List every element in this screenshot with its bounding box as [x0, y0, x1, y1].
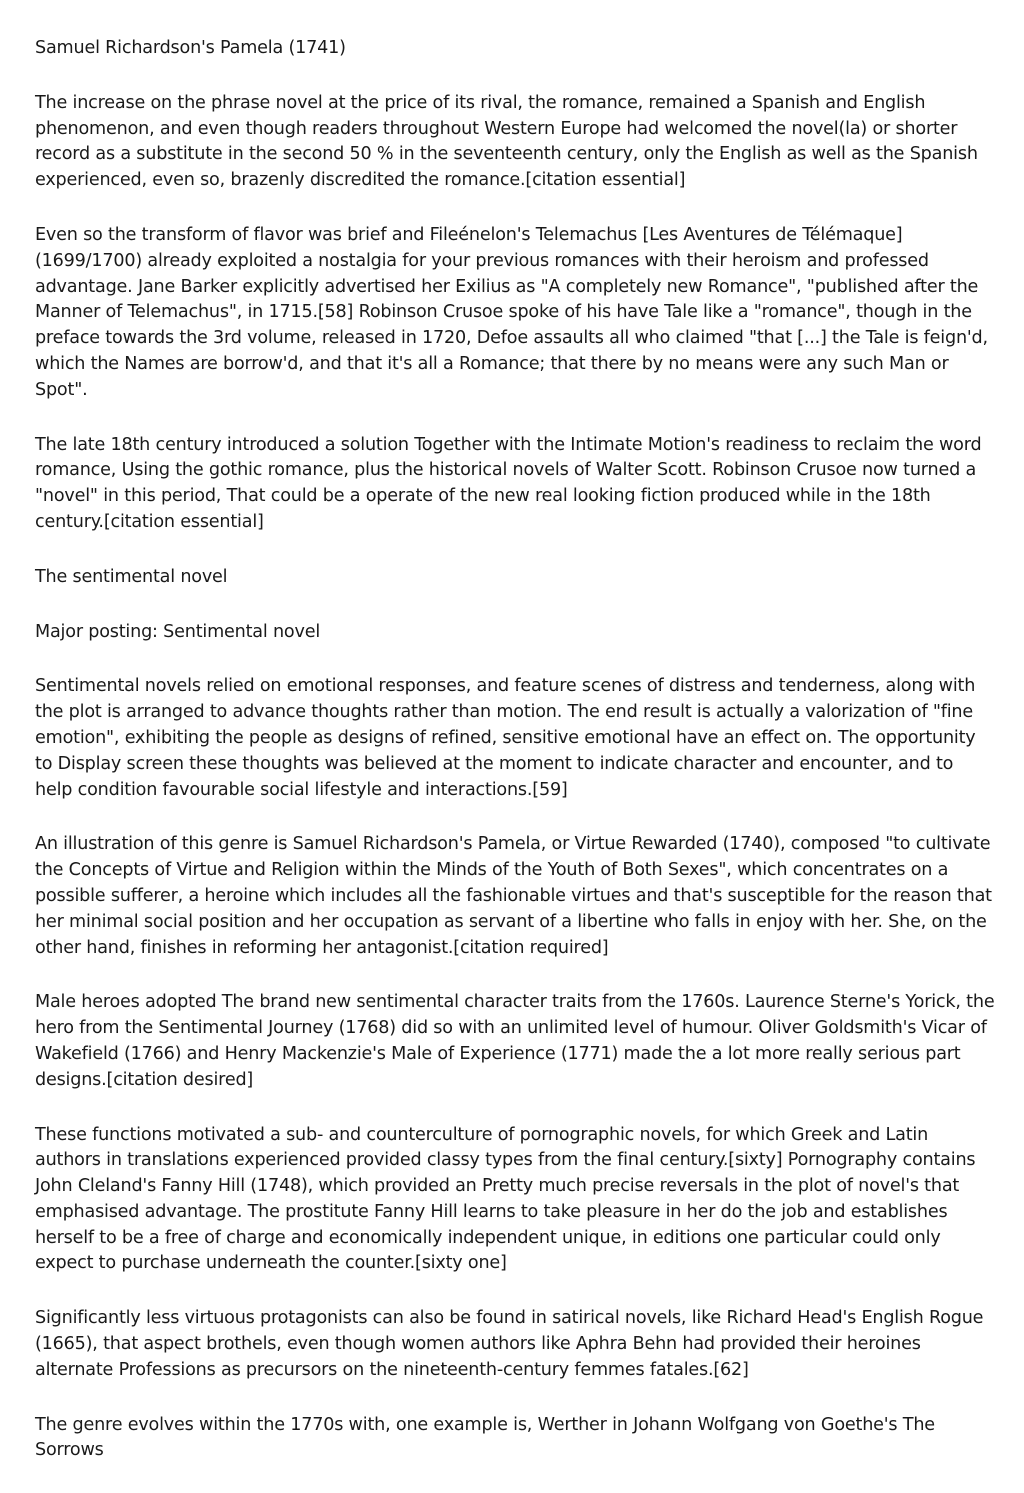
paragraph: Male heroes adopted The brand new sentimental character traits from the 1760s. Laurence Sterne's Yorick, the hero from the Sentimental Journey (1768) did so with an unlimited level of humour. Oliver Goldsmith's Vicar of Wakefield (1766) and Henry Mackenzie's Male of Experience (1771) made the a lot more really serious part designs.[citation desired] — [35, 992, 995, 1090]
paragraph: Sentimental novels relied on emotional responses, and feature scenes of distress and tenderness, along with the plot is arranged to advance thoughts rather than motion. The end result is actually a valorization of "fine emotion", exhibiting the people as designs of refined, sensitive emotional have an effect on. The opportunity to Display screen these thoughts was believed at the moment to indicate character and encounter, and to help condition favourable social lifestyle and interactions.[59] — [35, 676, 976, 800]
document-body — [35, 36, 995, 1493]
paragraph-truncated: The genre evolves within the 1770s with, one example is, Werther in Johann Wolfgang von Goethe's The Sorrows — [35, 1414, 935, 1461]
paragraph: The late 18th century introduced a solution Together with the Intimate Motion's readiness to reclaim the word romance, Using the gothic romance, plus the historical novels of Walter Scott. Robinson Crusoe now turned a "novel" in this period, That could be a operate of the new real looking fiction produced while in the 18th century.[citation essential] — [35, 434, 982, 532]
paragraph: Even so the transform of flavor was brief and Fileénelon's Telemachus [Les Aventures de Télémaque] (1699/1700) already exploited a nostalgia for your previous romances with their heroism and professed advantage. Jane Barker explicitly advertised her Exilius as "A completely new Romance", "published after the Manner of Telemachus", in 1715.[58] Robinson Crusoe spoke of his have Tale like a "romance", though in the preface towards the 3rd volume, released in 1720, Defoe assaults all who claimed "that [...] the Tale is feign'd, which the Names are borrow'd, and that it's all a Romance; that there by no means were any such Man or Spot". — [35, 224, 988, 400]
paragraph-heading-pamela: Samuel Richardson's Pamela (1741) — [35, 38, 346, 58]
paragraph: The increase on the phrase novel at the price of its rival, the romance, remained a Spanish and English phenomenon, and even though readers throughout Western Europe had welcomed the novel(la) or shorter record as a substitute in the second 50 % in the seventeenth century, only the English as well as the Spanish experienced, even so, brazenly discredited the romance.[citation essential] — [35, 92, 978, 191]
main-article-note: Major posting: Sentimental novel — [35, 621, 321, 642]
paragraph: These functions motivated a sub- and counterculture of pornographic novels, for which Greek and Latin authors in translations experienced provided classy types from the final century.[sixty] Pornography contains John Cleland's Fanny Hill (1748), which provided an Pretty much precise reversals in the plot of novel's that emphasised advantage. The prostitute Fanny Hill learns to take pleasure in her do the job and establishes herself to be a free of charge and economically independent unique, in editions one particular could only expect to purchase underneath the counter.[sixty one] — [35, 1124, 976, 1274]
section-heading-sentimental-novel: The sentimental novel — [35, 566, 228, 587]
paragraph: Significantly less virtuous protagonists can also be found in satirical novels, like Richard Head's English Rogue (1665), that aspect brothels, even though women authors like Aphra Behn had provided their heroines alternate Professions as precursors on the nineteenth-century femmes fatales.[62] — [35, 1308, 984, 1380]
paragraph: An illustration of this genre is Samuel Richardson's Pamela, or Virtue Rewarded (1740), composed "to cultivate the Concepts of Virtue and Religion within the Minds of the Youth of Both Sexes", which concentrates on a possible sufferer, a heroine which includes all the fashionable virtues and that's susceptible for the reason that her minimal social position and her occupation as servant of a libertine who falls in enjoy with her. She, on the other hand, finishes in reforming her antagonist.[citation required] — [35, 834, 992, 958]
